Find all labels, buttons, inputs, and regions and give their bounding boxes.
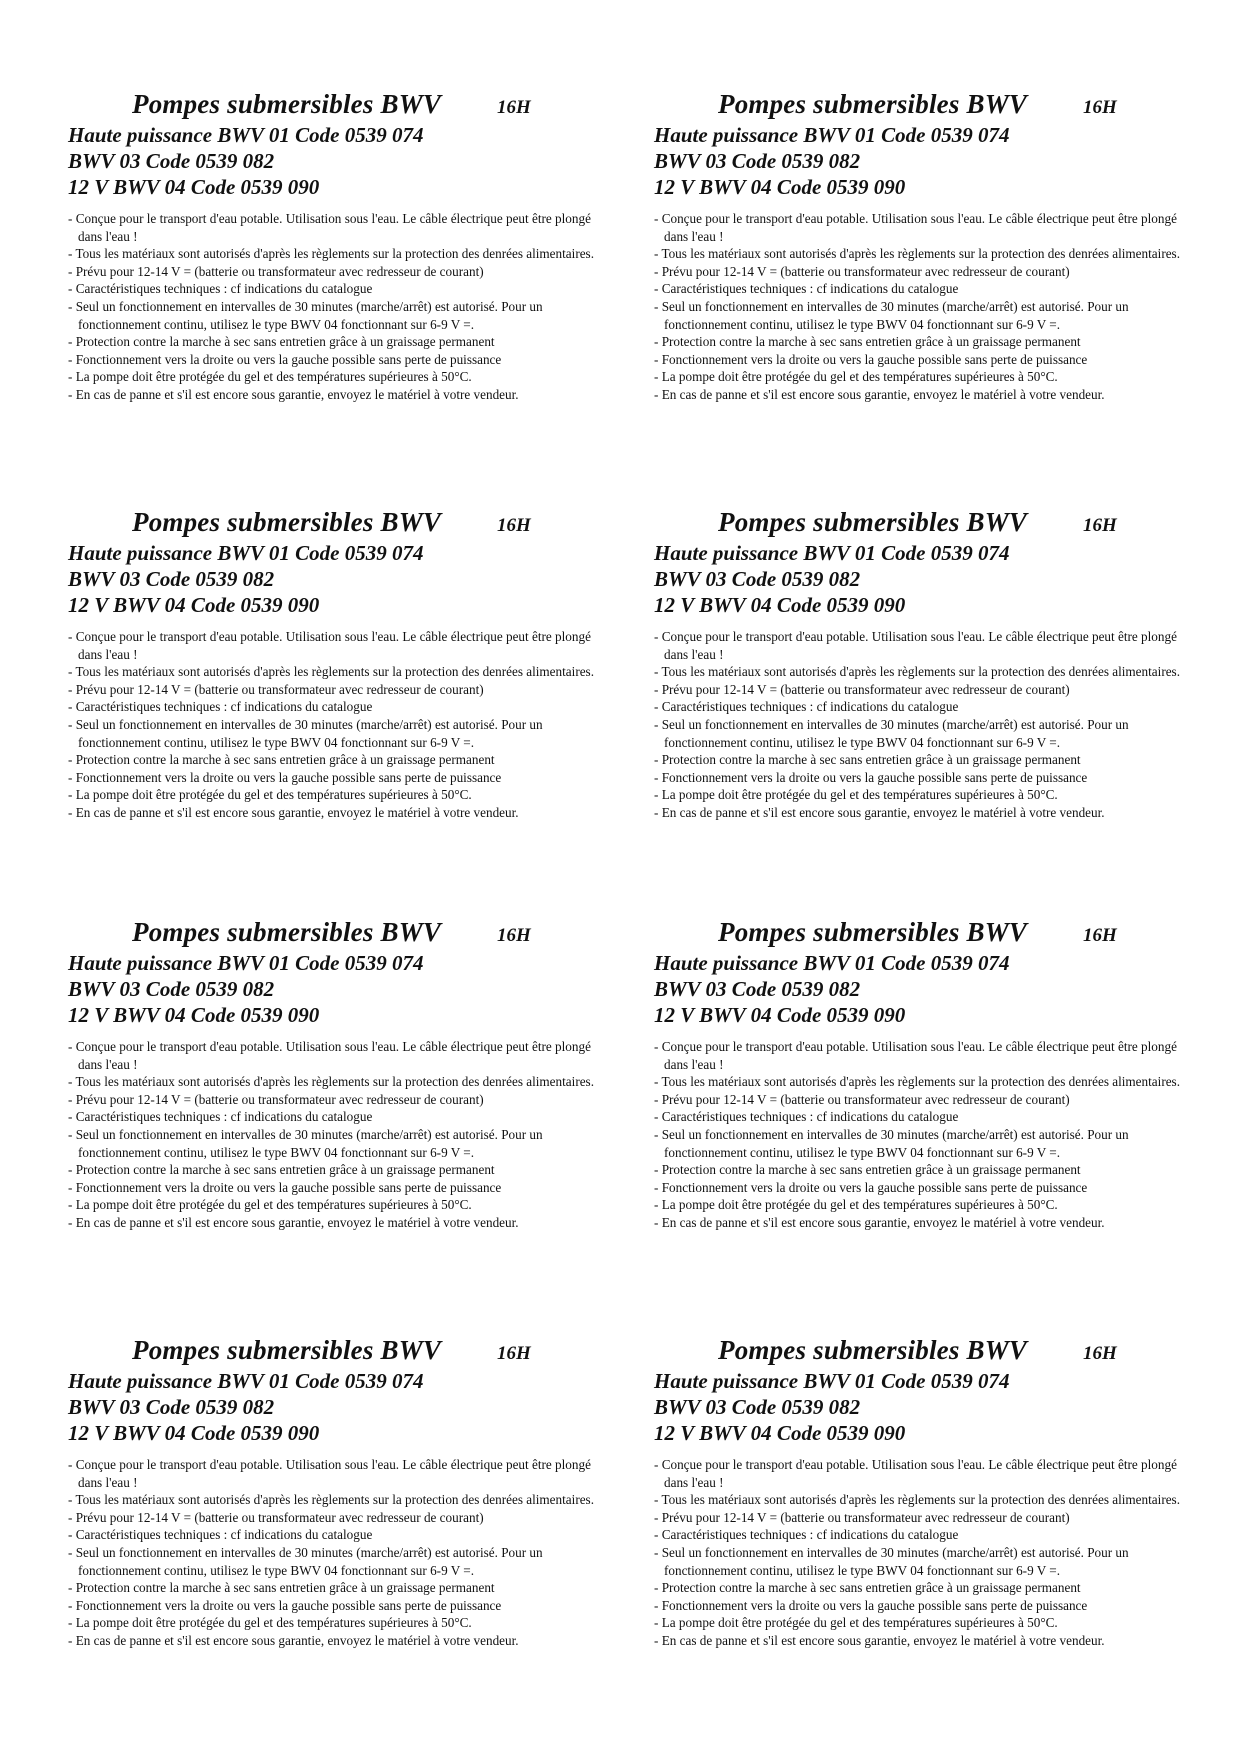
label-bullet-item: - Fonctionnement vers la droite ou vers la gauche possible sans perte de puissance: [654, 1179, 1184, 1197]
label-bullet-item: - Seul un fonctionnement en intervalles de 30 minutes (marche/arrêt) est autorisé. Pour un fonctionnement continu, utilisez le type BWV 04 fonctionnant sur 6-9 V =.: [654, 1126, 1184, 1161]
label-bullet-item: - Caractéristiques techniques : cf indications du catalogue: [68, 1526, 598, 1544]
label-bullet-item: - En cas de panne et s'il est encore sous garantie, envoyez le matériel à votre vendeur.: [68, 804, 598, 822]
product-label: [654, 917, 1214, 1232]
label-bullet-item: - Prévu pour 12-14 V = (batterie ou transformateur avec redresseur de courant): [654, 263, 1184, 281]
label-bullet-item: - En cas de panne et s'il est encore sous garantie, envoyez le matériel à votre vendeur.: [654, 1214, 1184, 1232]
label-bullet-item: - Caractéristiques techniques : cf indications du catalogue: [654, 1526, 1184, 1544]
label-bullet-item: - Seul un fonctionnement en intervalles de 30 minutes (marche/arrêt) est autorisé. Pour un fonctionnement continu, utilisez le type BWV 04 fonctionnant sur 6-9 V =.: [654, 1544, 1184, 1579]
label-bullet-item: - Protection contre la marche à sec sans entretien grâce à un graissage permanent: [654, 751, 1184, 769]
label-bullet-item: - En cas de panne et s'il est encore sous garantie, envoyez le matériel à votre vendeur.: [654, 1632, 1184, 1650]
label-bullet-item: - Seul un fonctionnement en intervalles de 30 minutes (marche/arrêt) est autorisé. Pour un fonctionnement continu, utilisez le type BWV 04 fonctionnant sur 6-9 V =.: [68, 1544, 598, 1579]
label-bullet-item: - Caractéristiques techniques : cf indications du catalogue: [68, 280, 598, 298]
label-bullet-item: - Tous les matériaux sont autorisés d'après les règlements sur la protection des denrées alimentaires.: [68, 1073, 598, 1091]
label-bullet-item: - Conçue pour le transport d'eau potable. Utilisation sous l'eau. Le câble électrique peut être plongé dans l'eau !: [654, 1456, 1184, 1491]
label-title: Pompes submersibles BWV: [132, 1335, 442, 1365]
label-bullet-item: - Prévu pour 12-14 V = (batterie ou transformateur avec redresseur de courant): [654, 1509, 1184, 1527]
label-title-row: [68, 89, 628, 121]
label-bullet-item: - Tous les matériaux sont autorisés d'après les règlements sur la protection des denrées alimentaires.: [654, 1073, 1184, 1091]
label-line-primary: Haute puissance BWV 01 Code 0539 074: [654, 951, 1010, 975]
label-bullet-list: [68, 1456, 598, 1650]
label-bullet-item: - La pompe doit être protégée du gel et des températures supérieures à 50°C.: [654, 1614, 1184, 1632]
label-line-tertiary: 12 V BWV 04 Code 0539 090: [68, 1003, 320, 1027]
label-bullet-list: [654, 628, 1184, 822]
label-title: Pompes submersibles BWV: [132, 89, 442, 119]
label-bullet-list: [654, 210, 1184, 404]
label-bullet-item: - La pompe doit être protégée du gel et des températures supérieures à 50°C.: [68, 1614, 598, 1632]
label-bullet-list: [68, 1038, 598, 1232]
label-bullet-item: - Prévu pour 12-14 V = (batterie ou transformateur avec redresseur de courant): [68, 263, 598, 281]
label-title-row: [68, 917, 628, 949]
label-code: 16H: [497, 515, 531, 536]
label-title-row: [68, 507, 628, 539]
label-bullet-item: - Prévu pour 12-14 V = (batterie ou transformateur avec redresseur de courant): [68, 1509, 598, 1527]
label-bullet-item: - En cas de panne et s'il est encore sous garantie, envoyez le matériel à votre vendeur.: [68, 1214, 598, 1232]
label-bullet-item: - Conçue pour le transport d'eau potable. Utilisation sous l'eau. Le câble électrique peut être plongé dans l'eau !: [654, 628, 1184, 663]
label-line-secondary: BWV 03 Code 0539 082: [654, 977, 861, 1001]
label-bullet-item: - La pompe doit être protégée du gel et des températures supérieures à 50°C.: [654, 786, 1184, 804]
product-label: [654, 89, 1214, 404]
label-bullet-item: - En cas de panne et s'il est encore sous garantie, envoyez le matériel à votre vendeur.: [654, 804, 1184, 822]
label-bullet-item: - Conçue pour le transport d'eau potable. Utilisation sous l'eau. Le câble électrique peut être plongé dans l'eau !: [654, 1038, 1184, 1073]
label-bullet-item: - Fonctionnement vers la droite ou vers la gauche possible sans perte de puissance: [68, 769, 598, 787]
label-bullet-item: - Caractéristiques techniques : cf indications du catalogue: [68, 698, 598, 716]
label-title-row: [654, 89, 1214, 121]
label-bullet-item: - La pompe doit être protégée du gel et des températures supérieures à 50°C.: [654, 1196, 1184, 1214]
label-bullet-item: - Fonctionnement vers la droite ou vers la gauche possible sans perte de puissance: [654, 769, 1184, 787]
label-bullet-item: - Tous les matériaux sont autorisés d'après les règlements sur la protection des denrées alimentaires.: [654, 245, 1184, 263]
label-bullet-item: - Tous les matériaux sont autorisés d'après les règlements sur la protection des denrées alimentaires.: [68, 245, 598, 263]
label-title: Pompes submersibles BWV: [132, 507, 442, 537]
product-label: [654, 1335, 1214, 1650]
label-bullet-item: - Protection contre la marche à sec sans entretien grâce à un graissage permanent: [68, 333, 598, 351]
label-bullet-item: - En cas de panne et s'il est encore sous garantie, envoyez le matériel à votre vendeur.: [654, 386, 1184, 404]
label-bullet-item: - Conçue pour le transport d'eau potable. Utilisation sous l'eau. Le câble électrique peut être plongé dans l'eau !: [68, 1038, 598, 1073]
label-bullet-item: - Seul un fonctionnement en intervalles de 30 minutes (marche/arrêt) est autorisé. Pour un fonctionnement continu, utilisez le type BWV 04 fonctionnant sur 6-9 V =.: [654, 298, 1184, 333]
label-bullet-item: - Fonctionnement vers la droite ou vers la gauche possible sans perte de puissance: [68, 1179, 598, 1197]
label-code: 16H: [1083, 1343, 1117, 1364]
label-bullet-item: - Tous les matériaux sont autorisés d'après les règlements sur la protection des denrées alimentaires.: [654, 663, 1184, 681]
label-code: 16H: [497, 925, 531, 946]
label-bullet-item: - Caractéristiques techniques : cf indications du catalogue: [68, 1108, 598, 1126]
label-line-secondary: BWV 03 Code 0539 082: [68, 1395, 275, 1419]
product-label: [68, 89, 628, 404]
label-bullet-list: [654, 1038, 1184, 1232]
label-code: 16H: [1083, 515, 1117, 536]
label-bullet-list: [68, 628, 598, 822]
label-bullet-item: - Seul un fonctionnement en intervalles de 30 minutes (marche/arrêt) est autorisé. Pour un fonctionnement continu, utilisez le type BWV 04 fonctionnant sur 6-9 V =.: [68, 298, 598, 333]
label-line-primary: Haute puissance BWV 01 Code 0539 074: [654, 123, 1010, 147]
label-line-tertiary: 12 V BWV 04 Code 0539 090: [654, 175, 906, 199]
label-bullet-item: - Tous les matériaux sont autorisés d'après les règlements sur la protection des denrées alimentaires.: [68, 663, 598, 681]
label-code: 16H: [1083, 97, 1117, 118]
label-bullet-item: - En cas de panne et s'il est encore sous garantie, envoyez le matériel à votre vendeur.: [68, 1632, 598, 1650]
product-label: [654, 507, 1214, 822]
label-title: Pompes submersibles BWV: [718, 89, 1028, 119]
label-title-row: [654, 507, 1214, 539]
label-bullet-item: - En cas de panne et s'il est encore sous garantie, envoyez le matériel à votre vendeur.: [68, 386, 598, 404]
label-bullet-item: - La pompe doit être protégée du gel et des températures supérieures à 50°C.: [68, 1196, 598, 1214]
label-bullet-list: [68, 210, 598, 404]
label-bullet-item: - Caractéristiques techniques : cf indications du catalogue: [654, 1108, 1184, 1126]
label-bullet-item: - La pompe doit être protégée du gel et des températures supérieures à 50°C.: [654, 368, 1184, 386]
label-title-row: [654, 917, 1214, 949]
label-title: Pompes submersibles BWV: [718, 1335, 1028, 1365]
label-bullet-item: - Seul un fonctionnement en intervalles de 30 minutes (marche/arrêt) est autorisé. Pour un fonctionnement continu, utilisez le type BWV 04 fonctionnant sur 6-9 V =.: [68, 716, 598, 751]
label-line-primary: Haute puissance BWV 01 Code 0539 074: [654, 1369, 1010, 1393]
product-label: [68, 1335, 628, 1650]
label-bullet-item: - Seul un fonctionnement en intervalles de 30 minutes (marche/arrêt) est autorisé. Pour un fonctionnement continu, utilisez le type BWV 04 fonctionnant sur 6-9 V =.: [68, 1126, 598, 1161]
label-bullet-item: - Prévu pour 12-14 V = (batterie ou transformateur avec redresseur de courant): [654, 681, 1184, 699]
label-bullet-item: - Conçue pour le transport d'eau potable. Utilisation sous l'eau. Le câble électrique peut être plongé dans l'eau !: [68, 628, 598, 663]
label-bullet-item: - Protection contre la marche à sec sans entretien grâce à un graissage permanent: [654, 333, 1184, 351]
product-label: [68, 507, 628, 822]
label-line-secondary: BWV 03 Code 0539 082: [68, 149, 275, 173]
label-bullet-item: - Protection contre la marche à sec sans entretien grâce à un graissage permanent: [654, 1161, 1184, 1179]
label-line-secondary: BWV 03 Code 0539 082: [68, 977, 275, 1001]
label-bullet-item: - Protection contre la marche à sec sans entretien grâce à un graissage permanent: [68, 751, 598, 769]
label-bullet-item: - Protection contre la marche à sec sans entretien grâce à un graissage permanent: [68, 1579, 598, 1597]
label-code: 16H: [497, 1343, 531, 1364]
label-bullet-item: - Prévu pour 12-14 V = (batterie ou transformateur avec redresseur de courant): [68, 1091, 598, 1109]
label-line-primary: Haute puissance BWV 01 Code 0539 074: [654, 541, 1010, 565]
label-title: Pompes submersibles BWV: [132, 917, 442, 947]
label-line-tertiary: 12 V BWV 04 Code 0539 090: [68, 1421, 320, 1445]
label-line-secondary: BWV 03 Code 0539 082: [68, 567, 275, 591]
label-bullet-item: - Conçue pour le transport d'eau potable. Utilisation sous l'eau. Le câble électrique peut être plongé dans l'eau !: [68, 210, 598, 245]
label-line-primary: Haute puissance BWV 01 Code 0539 074: [68, 541, 424, 565]
label-bullet-item: - Caractéristiques techniques : cf indications du catalogue: [654, 698, 1184, 716]
label-bullet-item: - Conçue pour le transport d'eau potable. Utilisation sous l'eau. Le câble électrique peut être plongé dans l'eau !: [654, 210, 1184, 245]
label-bullet-item: - Fonctionnement vers la droite ou vers la gauche possible sans perte de puissance: [68, 1597, 598, 1615]
label-line-tertiary: 12 V BWV 04 Code 0539 090: [654, 593, 906, 617]
label-title-row: [68, 1335, 628, 1367]
label-bullet-item: - Seul un fonctionnement en intervalles de 30 minutes (marche/arrêt) est autorisé. Pour un fonctionnement continu, utilisez le type BWV 04 fonctionnant sur 6-9 V =.: [654, 716, 1184, 751]
label-bullet-item: - Prévu pour 12-14 V = (batterie ou transformateur avec redresseur de courant): [68, 681, 598, 699]
label-bullet-item: - Protection contre la marche à sec sans entretien grâce à un graissage permanent: [68, 1161, 598, 1179]
label-line-primary: Haute puissance BWV 01 Code 0539 074: [68, 1369, 424, 1393]
label-line-secondary: BWV 03 Code 0539 082: [654, 149, 861, 173]
label-line-secondary: BWV 03 Code 0539 082: [654, 567, 861, 591]
label-bullet-item: - La pompe doit être protégée du gel et des températures supérieures à 50°C.: [68, 786, 598, 804]
label-line-secondary: BWV 03 Code 0539 082: [654, 1395, 861, 1419]
label-code: 16H: [497, 97, 531, 118]
product-label: [68, 917, 628, 1232]
label-line-tertiary: 12 V BWV 04 Code 0539 090: [654, 1421, 906, 1445]
label-bullet-item: - Fonctionnement vers la droite ou vers la gauche possible sans perte de puissance: [654, 351, 1184, 369]
label-bullet-item: - Tous les matériaux sont autorisés d'après les règlements sur la protection des denrées alimentaires.: [654, 1491, 1184, 1509]
label-title: Pompes submersibles BWV: [718, 507, 1028, 537]
label-bullet-item: - Prévu pour 12-14 V = (batterie ou transformateur avec redresseur de courant): [654, 1091, 1184, 1109]
label-bullet-item: - Fonctionnement vers la droite ou vers la gauche possible sans perte de puissance: [654, 1597, 1184, 1615]
label-bullet-list: [654, 1456, 1184, 1650]
label-bullet-item: - Tous les matériaux sont autorisés d'après les règlements sur la protection des denrées alimentaires.: [68, 1491, 598, 1509]
label-line-tertiary: 12 V BWV 04 Code 0539 090: [654, 1003, 906, 1027]
label-title: Pompes submersibles BWV: [718, 917, 1028, 947]
label-line-tertiary: 12 V BWV 04 Code 0539 090: [68, 175, 320, 199]
label-code: 16H: [1083, 925, 1117, 946]
label-bullet-item: - Conçue pour le transport d'eau potable. Utilisation sous l'eau. Le câble électrique peut être plongé dans l'eau !: [68, 1456, 598, 1491]
label-bullet-item: - Protection contre la marche à sec sans entretien grâce à un graissage permanent: [654, 1579, 1184, 1597]
label-title-row: [654, 1335, 1214, 1367]
label-line-tertiary: 12 V BWV 04 Code 0539 090: [68, 593, 320, 617]
label-bullet-item: - Caractéristiques techniques : cf indications du catalogue: [654, 280, 1184, 298]
label-bullet-item: - La pompe doit être protégée du gel et des températures supérieures à 50°C.: [68, 368, 598, 386]
label-bullet-item: - Fonctionnement vers la droite ou vers la gauche possible sans perte de puissance: [68, 351, 598, 369]
label-line-primary: Haute puissance BWV 01 Code 0539 074: [68, 951, 424, 975]
label-line-primary: Haute puissance BWV 01 Code 0539 074: [68, 123, 424, 147]
